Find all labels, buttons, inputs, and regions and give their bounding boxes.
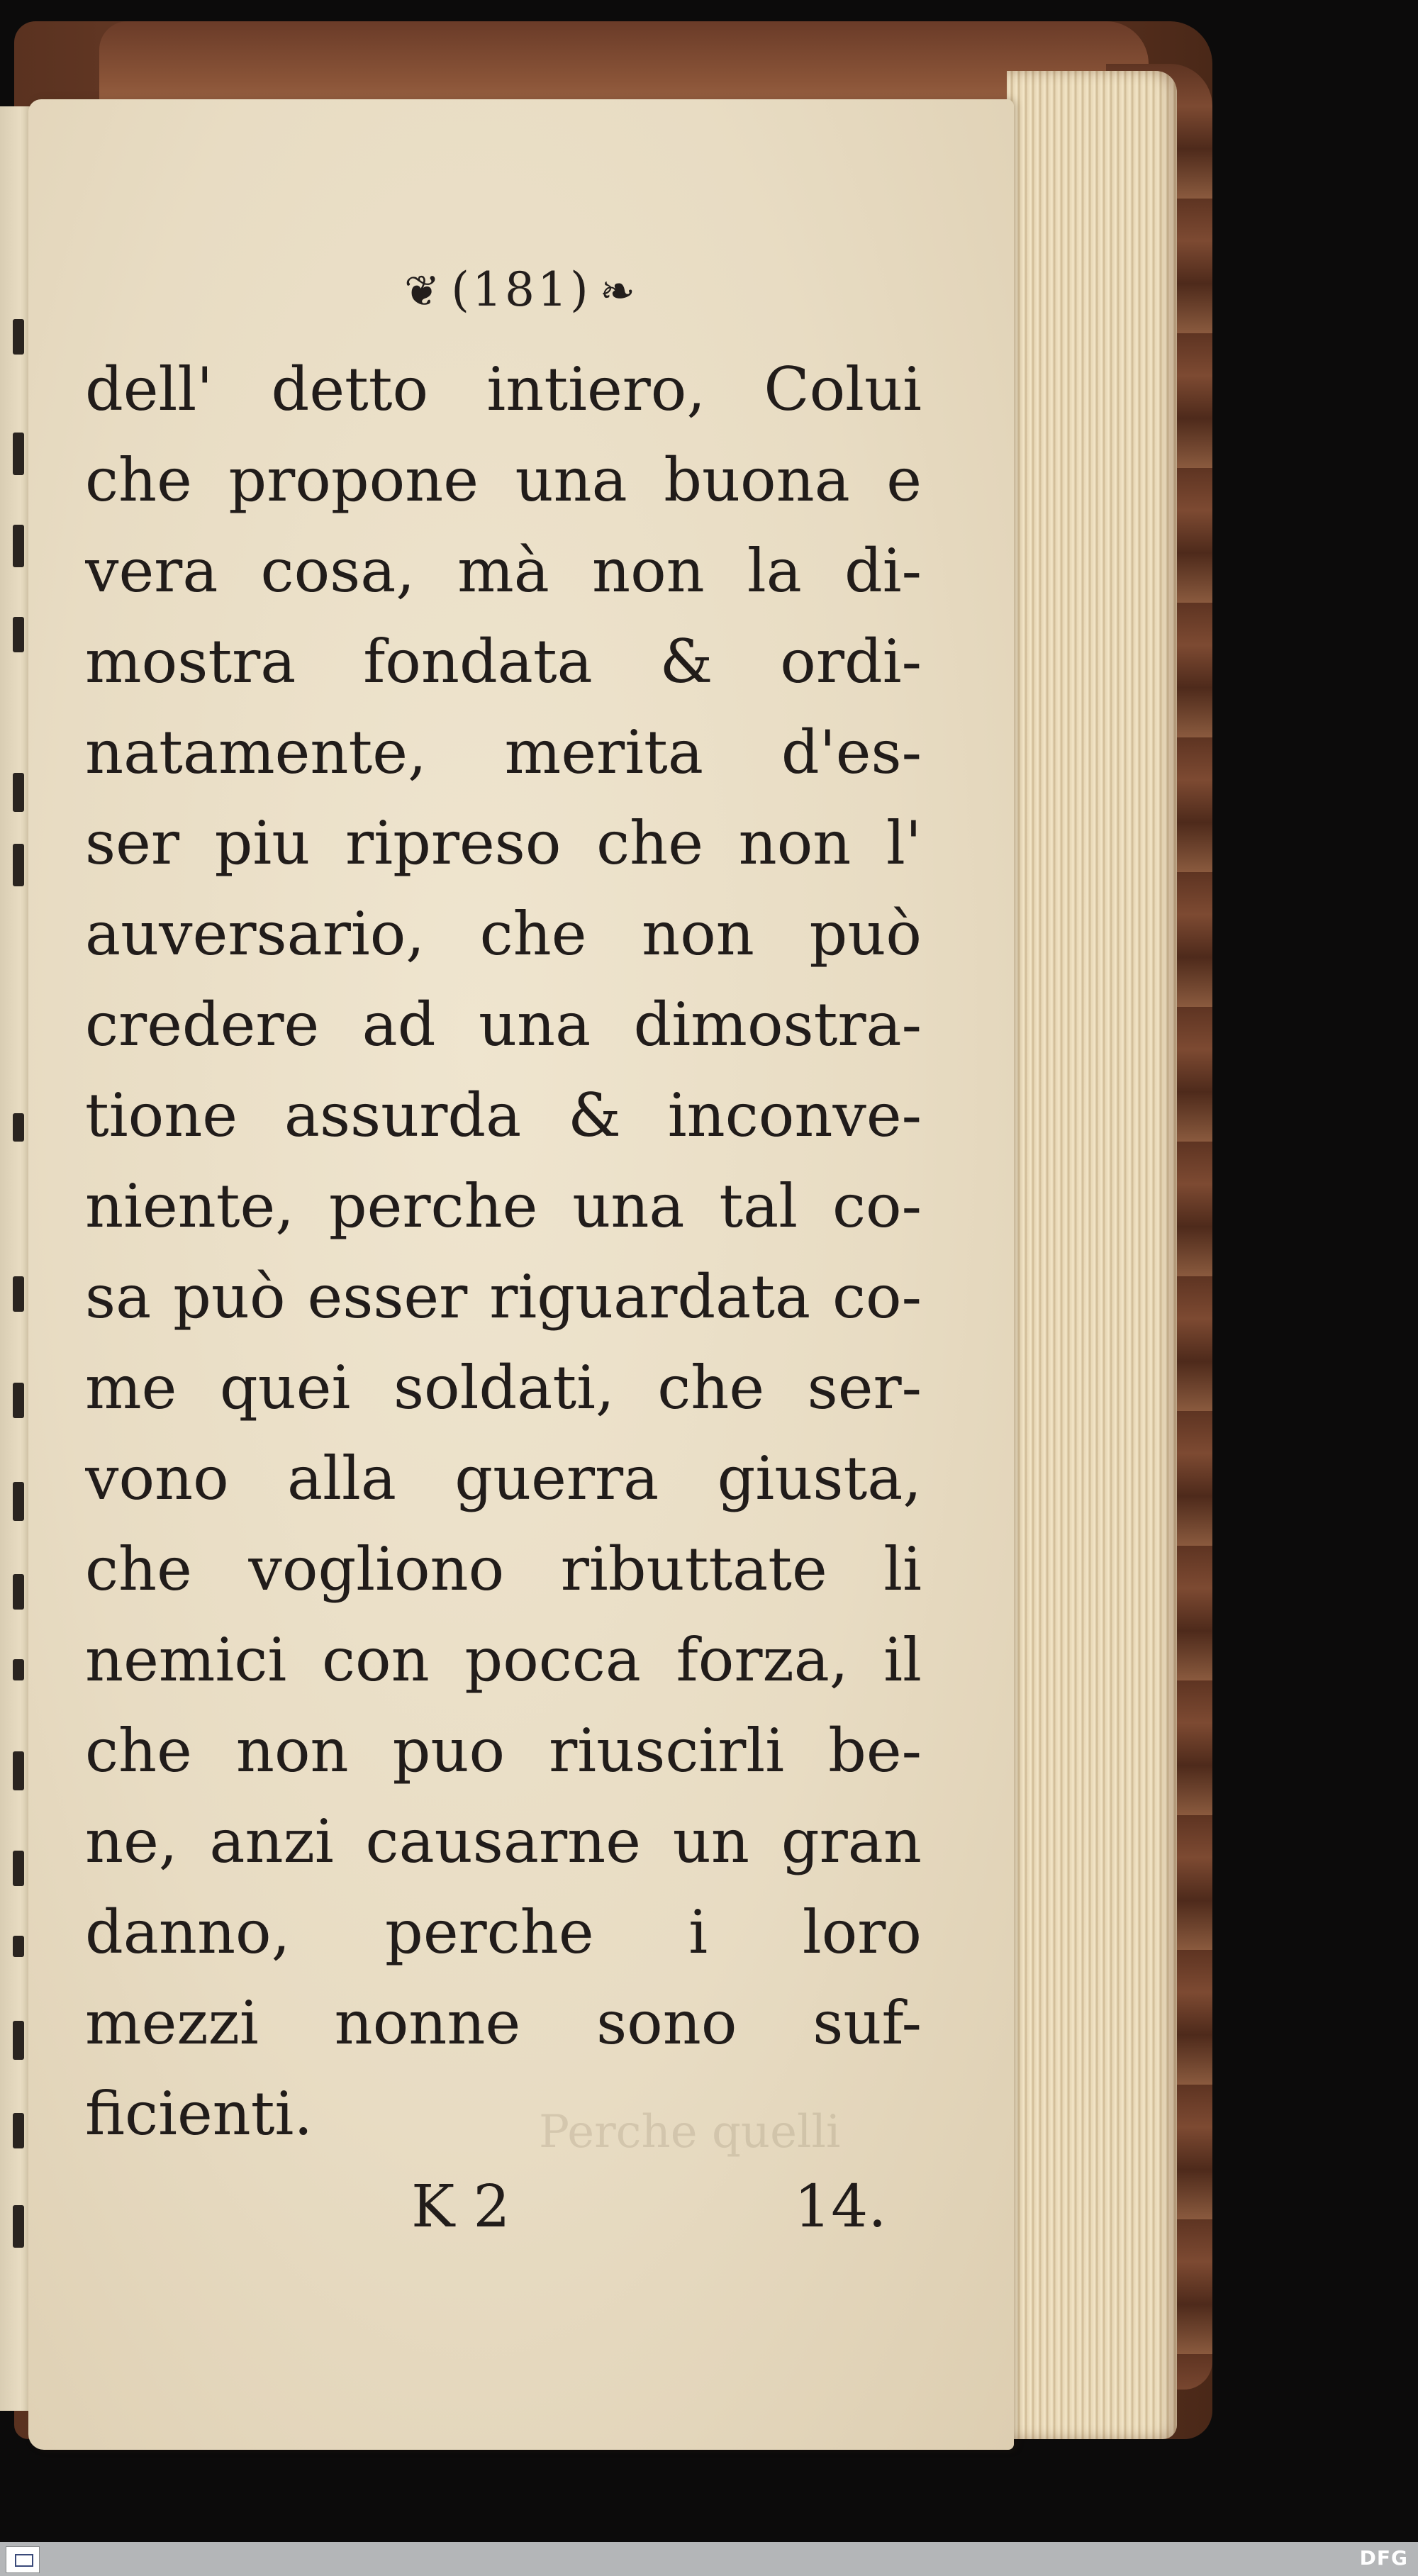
status-bar	[0, 2542, 1418, 2576]
text-line: mezzi nonne sono suf-	[85, 1988, 922, 2058]
show-through-text: Perche quelli	[539, 2106, 841, 2158]
text-line: che propone una buona e	[85, 445, 922, 515]
dfg-logo: DFG	[1359, 2546, 1408, 2570]
catchword: 14.	[794, 2173, 887, 2241]
text-line: ficienti.	[85, 2079, 313, 2148]
book-page	[28, 99, 1014, 2450]
text-line: credere ad una dimostra-	[85, 990, 922, 1059]
text-line: tione assurda & inconve-	[85, 1081, 922, 1150]
page-edges	[1007, 71, 1177, 2439]
text-line: auversario, che non può	[85, 899, 922, 969]
text-body	[85, 344, 922, 2159]
text-line: che non puo riuscirli be-	[85, 1716, 922, 1785]
text-line: dell' detto intiero, Colui	[85, 355, 922, 424]
page-header	[28, 262, 1014, 317]
text-line: che vogliono ributtate li	[85, 1534, 922, 1604]
text-line: vono alla guerra giusta,	[85, 1444, 922, 1513]
text-line: niente, perche una tal co-	[85, 1171, 922, 1241]
library-logo-icon[interactable]	[6, 2546, 40, 2573]
ornament-left-icon: ❦	[403, 267, 443, 316]
text-line: ne, anzi causarne un gran	[85, 1807, 922, 1876]
ornament-right-icon: ❧	[599, 267, 639, 316]
text-line: natamente, merita d'es-	[85, 718, 922, 787]
text-line: ser piu ripreso che non l'	[85, 808, 922, 878]
page-number: (181)	[451, 262, 591, 317]
text-line: me quei soldati, che ser-	[85, 1353, 922, 1422]
text-line: danno, perche i loro	[85, 1897, 922, 1967]
text-line: vera cosa, mà non la di-	[85, 536, 922, 606]
page-footer	[28, 2173, 1014, 2258]
text-line: sa può esser riguardata co-	[85, 1262, 922, 1332]
text-line: nemici con pocca forza, il	[85, 1625, 922, 1695]
signature-mark: K 2	[411, 2173, 510, 2241]
text-line: mostra fondata & ordi-	[85, 627, 922, 696]
